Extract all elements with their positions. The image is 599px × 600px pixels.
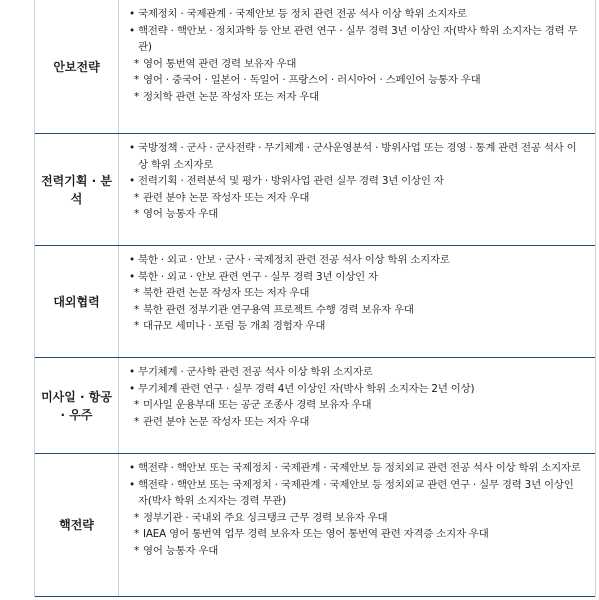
category-cell: 핵전략 [35, 454, 119, 596]
category-cell: 미사일 · 항공 · 우주 [35, 358, 119, 453]
requirement-item: • 핵전략 · 핵안보 · 정치과학 등 안보 관련 연구 · 실무 경력 3년 이상인 자(박사 학위 소지자는 경력 무관) [129, 23, 585, 56]
requirement-item: • 북한 · 외교 · 안보 관련 연구 · 실무 경력 3년 이상인 자 [129, 269, 585, 286]
category-cell: 전력기획 · 분석 [35, 134, 119, 245]
requirement-item: • 무기체계 · 군사학 관련 전공 석사 이상 학위 소지자로 [129, 364, 585, 381]
requirements-table [34, 0, 596, 597]
preference-item: * 미사일 운용부대 또는 공군 조종사 경력 보유자 우대 [129, 397, 585, 414]
content-cell [119, 246, 595, 357]
requirement-item: • 국방정책 · 군사 · 군사전략 · 무기체계 · 군사운영분석 · 방위사업 또는 경영 · 통계 관련 전공 석사 이상 학위 소지자로 [129, 140, 585, 173]
preference-item: * 영어 능통자 우대 [129, 543, 585, 560]
content-cell [119, 454, 595, 596]
table-row [35, 134, 595, 246]
requirement-item: • 핵전략 · 핵안보 또는 국제정치 · 국제관계 · 국제안보 등 정치외교 관련 전공 석사 이상 학위 소지자로 [129, 460, 585, 477]
content-cell [119, 0, 595, 133]
preference-item: * 관련 분야 논문 작성자 또는 저자 우대 [129, 190, 585, 207]
preference-item: * 정치학 관련 논문 작성자 또는 저자 우대 [129, 89, 585, 106]
preference-item: * 영어 능통자 우대 [129, 206, 585, 223]
preference-item: * 북한 관련 논문 작성자 또는 저자 우대 [129, 285, 585, 302]
preference-item: * 영어 · 중국어 · 일본어 · 독일어 · 프랑스어 · 러시아어 · 스페인어 능통자 우대 [129, 72, 585, 89]
table-row [35, 454, 595, 597]
content-cell [119, 134, 595, 245]
requirement-item: • 무기체계 관련 연구 · 실무 경력 4년 이상인 자(박사 학위 소지자는 2년 이상) [129, 381, 585, 398]
table-row [35, 0, 595, 134]
category-cell: 대외협력 [35, 246, 119, 357]
preference-item: * 북한 관련 정부기관 연구용역 프로젝트 수행 경력 보유자 우대 [129, 302, 585, 319]
table-row [35, 358, 595, 454]
requirement-item: • 북한 · 외교 · 안보 · 군사 · 국제정치 관련 전공 석사 이상 학위 소지자로 [129, 252, 585, 269]
category-cell: 안보전략 [35, 0, 119, 133]
requirement-item: • 전력기획 · 전력분석 및 평가 · 방위사업 관련 실무 경력 3년 이상인 자 [129, 173, 585, 190]
requirement-item: • 국제정치 · 국제관계 · 국제안보 등 정치 관련 전공 석사 이상 학위 소지자로 [129, 6, 585, 23]
preference-item: * 영어 통번역 관련 경력 보유자 우대 [129, 56, 585, 73]
preference-item: * 정부기관 · 국내외 주요 싱크탱크 근무 경력 보유자 우대 [129, 510, 585, 527]
table-row [35, 246, 595, 358]
requirement-item: • 핵전략 · 핵안보 또는 국제정치 · 국제관계 · 국제안보 등 정치외교 관련 연구 · 실무 경력 3년 이상인 자(박사 학위 소지자는 경력 무관) [129, 477, 585, 510]
preference-item: * IAEA 영어 통번역 업무 경력 보유자 또는 영어 통번역 관련 자격증 소지자 우대 [129, 526, 585, 543]
preference-item: * 관련 분야 논문 작성자 또는 저자 우대 [129, 414, 585, 431]
content-cell [119, 358, 595, 453]
preference-item: * 대규모 세미나 · 포럼 등 개최 경험자 우대 [129, 318, 585, 335]
